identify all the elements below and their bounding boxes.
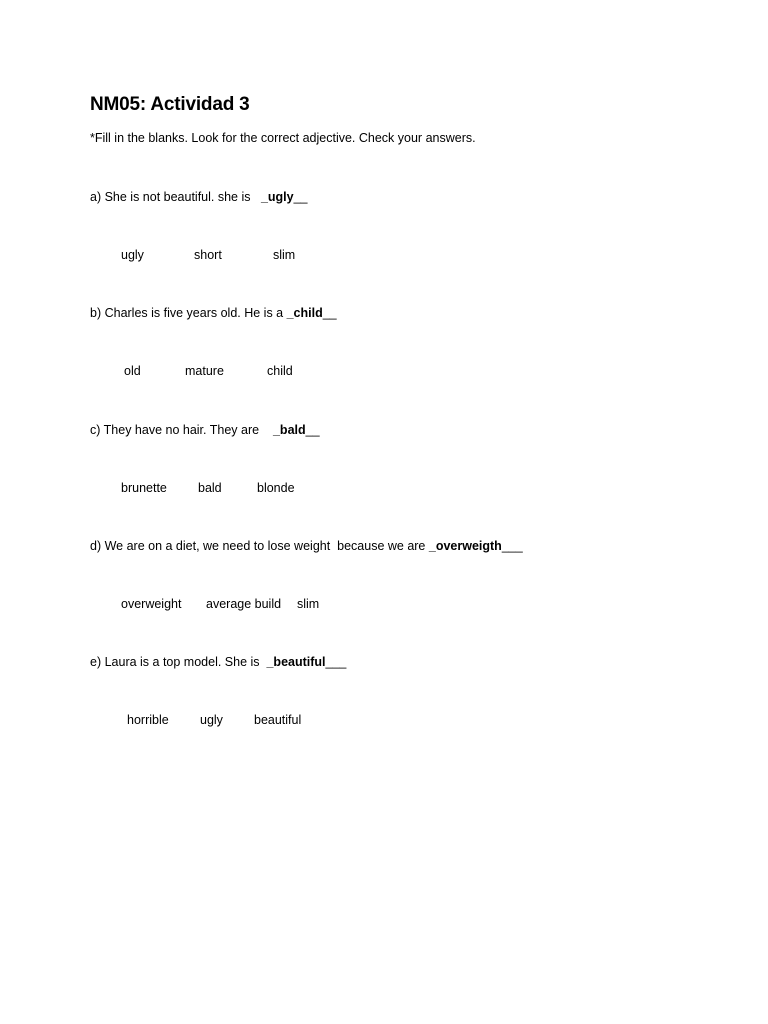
instructions-text: *Fill in the blanks. Look for the correct adjective. Check your answers. (90, 131, 476, 145)
question-a (90, 190, 308, 204)
option-c-1: brunette (121, 481, 167, 495)
question-b (90, 306, 337, 320)
question-text: a) She is not beautiful. she is (90, 190, 261, 204)
option-e-2: ugly (200, 713, 223, 727)
option-a-3: slim (273, 248, 296, 262)
answer-text: _bald (272, 423, 306, 437)
question-text: c) They have no hair. They are (90, 423, 273, 437)
option-a-2: short (194, 248, 222, 262)
question-d (90, 539, 523, 553)
option-c-3: blonde (257, 481, 295, 495)
option-e-3: beautiful (254, 713, 302, 727)
question-text: d) We are on a diet, we need to lose weight because we are (90, 539, 429, 553)
answer-text: _ugly (260, 190, 294, 204)
page-title: NM05: Actividad 3 (90, 94, 250, 115)
answer-text: _child (286, 306, 323, 320)
blank-line: __ (293, 190, 308, 204)
option-d-1: overweight (121, 597, 182, 611)
blank-line: __ (305, 423, 320, 437)
option-e-1: horrible (127, 713, 169, 727)
question-text: b) Charles is five years old. He is a (90, 306, 287, 320)
question-e (90, 655, 346, 669)
option-d-2: average build (206, 597, 282, 611)
question-c (90, 423, 320, 437)
option-c-2: bald (198, 481, 222, 495)
option-d-3: slim (297, 597, 320, 611)
option-b-1: old (124, 364, 141, 378)
option-a-1: ugly (121, 248, 144, 262)
question-text: e) Laura is a top model. She is (90, 655, 267, 669)
answer-text: _overweigth (428, 539, 502, 553)
blank-line: ___ (501, 539, 523, 553)
blank-line: ___ (325, 655, 347, 669)
blank-line: __ (322, 306, 337, 320)
answer-text: _beautiful (266, 655, 326, 669)
option-b-3: child (267, 364, 293, 378)
option-b-2: mature (185, 364, 224, 378)
